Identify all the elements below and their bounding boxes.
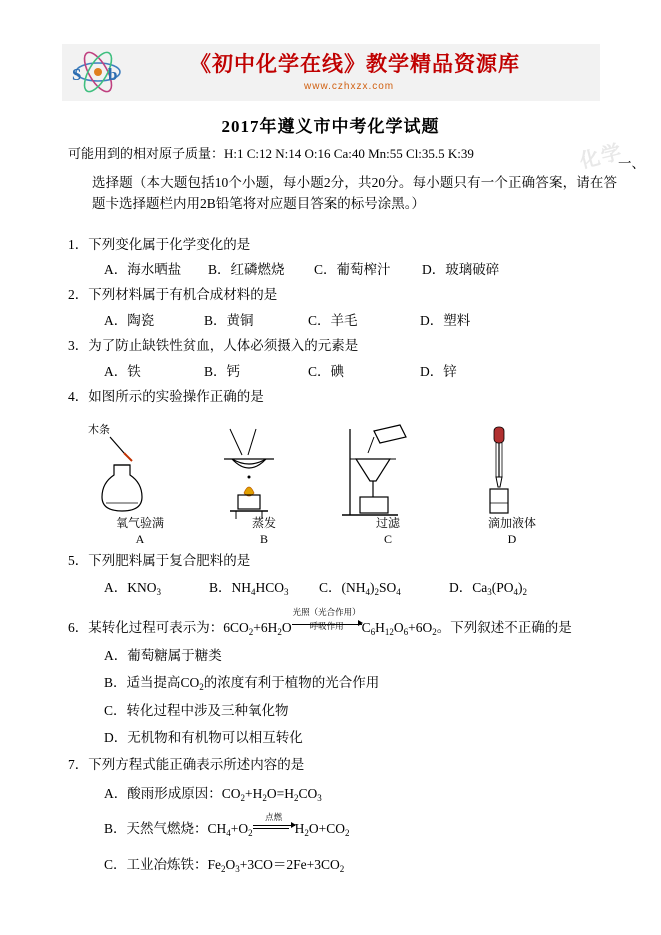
question-7-number: 7．: [68, 757, 89, 772]
question-7-stem: [68, 753, 304, 773]
question-6-number: 6．: [68, 620, 89, 635]
page-title: 2017年遵义市中考化学试题: [221, 117, 440, 136]
question-3-option-a[interactable]: A．铁: [104, 364, 141, 379]
ignite-label: 点燃: [265, 811, 283, 822]
question-5-option-d[interactable]: D．$Ca_3(PO_4)_2$: [449, 580, 528, 597]
question-6-option-c[interactable]: [104, 699, 289, 719]
question-6-option-b[interactable]: [104, 671, 379, 691]
question-1-text: 下列变化属于化学变化的是: [88, 237, 251, 252]
question-7-option-a[interactable]: [104, 782, 322, 802]
figure-d-caption: 滴加液体: [487, 516, 536, 530]
banner-subtitle: www.czhxzx.com: [304, 81, 395, 92]
question-5-text: 下列肥料属于复合肥料的是: [88, 553, 251, 568]
figure-c-filtration: [328, 415, 448, 545]
question-2-option-b[interactable]: B．黄铜: [204, 313, 254, 328]
section-marker: 一、: [618, 156, 645, 171]
figure-b-caption: 蒸发: [251, 516, 276, 530]
question-7-text: 下列方程式能正确表示所述内容的是: [88, 757, 305, 772]
question-6-text: 某转化过程可表示为：: [88, 620, 224, 635]
svg-text:木条: 木条: [88, 424, 110, 436]
question-6-option-b-label: B．适当提高$CO_2$的浓度有利于植物的光合作用: [104, 675, 380, 692]
figure-d-dropper: [452, 415, 572, 545]
question-7-option-c-label: C．工业冶炼铁：$Fe_2O_3+3CO=2Fe+3CO_2$: [104, 857, 345, 874]
question-7-option-b-products: $H_2O+CO_2$: [294, 821, 350, 838]
question-4-text: 如图所示的实验操作正确的是: [88, 389, 264, 404]
question-2-option-a[interactable]: A．陶瓷: [104, 313, 155, 328]
question-1-number: 1．: [68, 237, 89, 252]
question-7-option-c[interactable]: [104, 853, 344, 873]
question-6-option-c-label: C．转化过程中涉及三种氧化物: [104, 703, 289, 718]
question-2-option-c[interactable]: C．羊毛: [308, 313, 358, 328]
question-6-option-d[interactable]: [104, 726, 303, 746]
arrow-bottom-label: 呼吸作用: [309, 620, 344, 631]
question-2-number: 2．: [68, 287, 89, 302]
watermark: 化学: [577, 140, 626, 173]
figure-c-letter: C: [383, 532, 392, 546]
site-banner: [62, 44, 600, 101]
figure-a-letter: A: [135, 532, 145, 546]
question-4-stem: [68, 385, 264, 405]
question-5-option-b[interactable]: B．$NH_4HCO_3$: [209, 580, 289, 597]
question-3-option-d[interactable]: D．锌: [420, 364, 457, 379]
figure-b-evaporation: [204, 415, 324, 545]
question-5-number: 5．: [68, 553, 89, 568]
question-2-stem: [68, 283, 277, 303]
svg-text:b: b: [108, 65, 118, 84]
question-3-text: 为了防止缺铁性贫血，人体必须摄入的元素是: [88, 338, 359, 353]
figure-a-oxygen-test: [80, 415, 200, 545]
question-6-equation-right: $C_6H_{12}O_6+6O_2$: [361, 620, 437, 637]
question-4-number: 4．: [68, 389, 89, 404]
atom-logo-icon: [70, 50, 126, 94]
atomic-mass-line: [68, 143, 474, 162]
question-1-option-d[interactable]: D．玻璃破碎: [422, 262, 500, 277]
question-5-option-a[interactable]: A．$KNO_3$: [104, 580, 161, 597]
question-1-options: [104, 258, 499, 278]
evaporation-dish-icon: [204, 415, 324, 530]
arrow-top-label: 光照（光合作用）: [292, 606, 361, 617]
ignite-arrow: [253, 811, 295, 835]
question-7-option-b[interactable]: [104, 811, 350, 838]
question-6-option-d-label: D．无机物和有机物可以相互转化: [104, 730, 303, 745]
question-6-tail: 。下列叙述不正确的是: [436, 620, 572, 635]
filtration-funnel-icon: [328, 415, 448, 530]
question-3-option-b[interactable]: B．钙: [204, 364, 241, 379]
question-6-stem: [68, 606, 572, 637]
question-2-option-d[interactable]: D．塑料: [420, 313, 471, 328]
question-6-option-a[interactable]: [104, 644, 222, 664]
question-6-option-a-label: A．葡萄糖属于糖类: [104, 648, 222, 663]
figure-a-caption: 氧气验满: [115, 516, 164, 530]
question-3-stem: [68, 334, 358, 354]
question-3-options: [104, 360, 457, 380]
instructions: 选择题（本大题包括10个小题，每小题2分，共20分。每小题只有一个正确答案，请在答题卡选择题栏内用2B铅笔将对应题目答案的标号涂黑。）: [92, 175, 617, 211]
question-1-option-c[interactable]: C．葡萄榨汁: [314, 262, 391, 277]
question-7-option-b-label: B．天然气燃烧：$CH_4+O_2$: [104, 821, 253, 838]
question-7-option-a-label: A．酸雨形成原因：$CO_2+H_2O=H_2CO_3$: [104, 786, 322, 803]
atomic-mass-label: 可能用到的相对原子质量：: [68, 146, 225, 161]
svg-text:S: S: [72, 65, 82, 84]
question-2-text: 下列材料属于有机合成材料的是: [88, 287, 278, 302]
question-6-equation-left: $6CO_2+6H_2O$: [223, 620, 292, 637]
question-3-option-c[interactable]: C．碘: [308, 364, 345, 379]
question-1-stem: [68, 233, 250, 253]
question-1-option-a[interactable]: A．海水晒盐: [104, 262, 182, 277]
question-2-options: [104, 309, 470, 329]
dropper-icon: [452, 415, 572, 530]
figure-b-letter: B: [259, 532, 268, 546]
atomic-mass-values: H:1 C:12 N:14 O:16 Ca:40 Mn:55 Cl:35.5 K:39: [224, 146, 474, 161]
figure-d-letter: D: [507, 532, 517, 546]
reaction-arrow: [292, 606, 362, 635]
figure-c-caption: 过滤: [375, 516, 400, 530]
question-5-options: [104, 576, 527, 596]
question-3-number: 3．: [68, 338, 89, 353]
question-1-option-b[interactable]: B．红磷燃烧: [208, 262, 285, 277]
banner-title: 《初中化学在线》教学精品资源库: [190, 52, 520, 76]
question-5-stem: [68, 549, 250, 569]
question-4-figures: [80, 415, 580, 545]
question-5-option-c[interactable]: C．$(NH_4)_2SO_4$: [319, 580, 401, 597]
flask-test-icon: [80, 415, 200, 530]
